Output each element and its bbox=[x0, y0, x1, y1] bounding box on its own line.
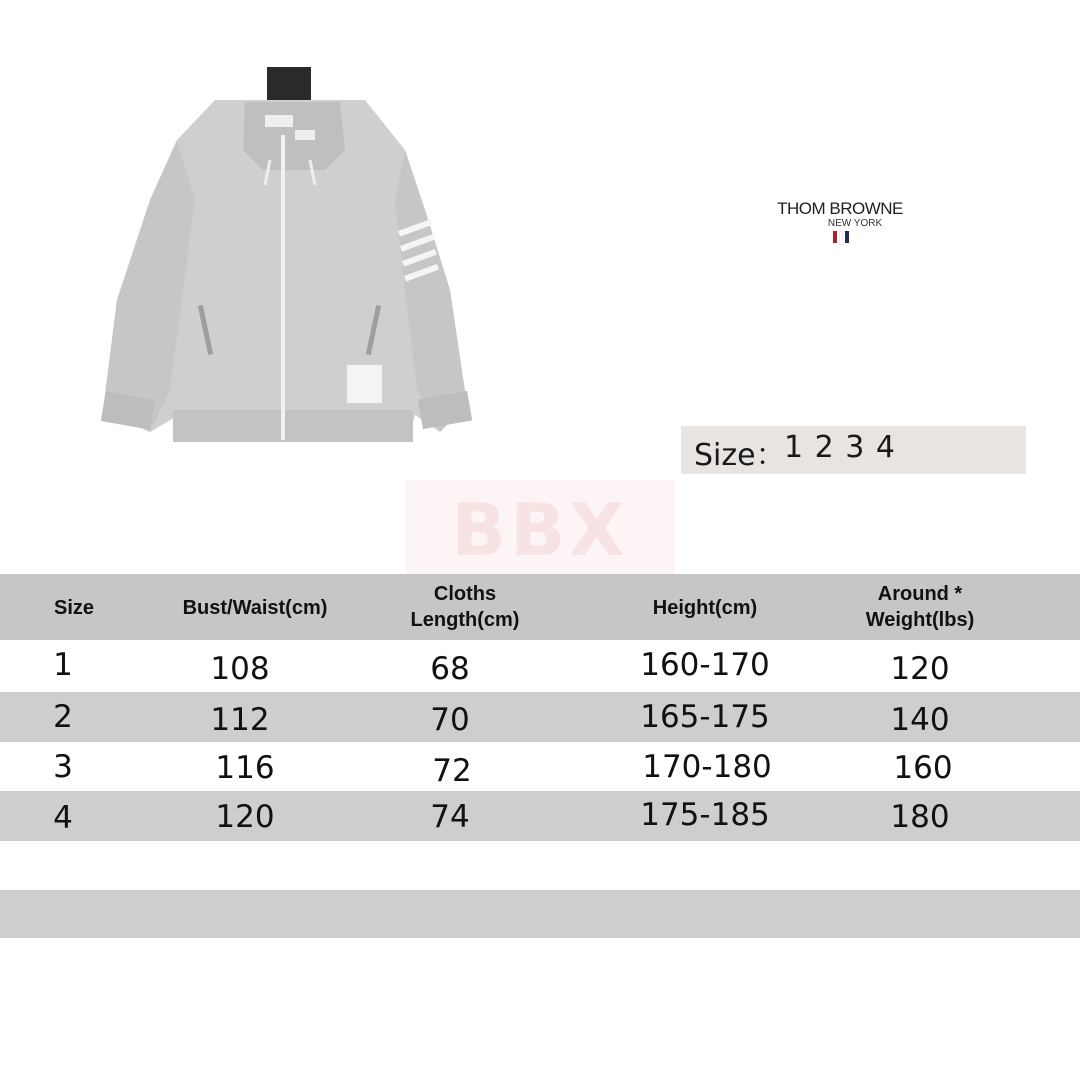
cell-length: 72 bbox=[432, 753, 472, 789]
brand-city: NEW YORK bbox=[827, 218, 883, 229]
cell-weight: 120 bbox=[890, 651, 950, 687]
size-values: 1 2 3 4 bbox=[784, 430, 896, 465]
cell-size: 2 bbox=[53, 699, 73, 735]
cell-weight: 180 bbox=[890, 799, 950, 835]
size-table-header bbox=[0, 574, 1080, 640]
cell-length: 70 bbox=[430, 702, 470, 738]
cell-size: 3 bbox=[53, 749, 73, 785]
header-weight: Around * Weight(lbs) bbox=[865, 583, 975, 631]
watermark: BBX bbox=[405, 480, 675, 580]
cell-height: 175-185 bbox=[640, 797, 770, 833]
header-cloths-length: Cloths Length(cm) bbox=[410, 583, 520, 631]
table-row bbox=[0, 791, 1080, 841]
brand-name: THOM BROWNE bbox=[777, 199, 903, 218]
table-row bbox=[0, 743, 1080, 793]
table-row bbox=[0, 641, 1080, 691]
cell-weight: 160 bbox=[893, 750, 953, 786]
cell-size: 4 bbox=[53, 800, 73, 836]
product-image-jacket bbox=[95, 60, 485, 450]
cell-height: 170-180 bbox=[642, 749, 772, 785]
cell-height: 160-170 bbox=[640, 647, 770, 683]
cell-bust: 116 bbox=[215, 750, 275, 786]
cell-height: 165-175 bbox=[640, 699, 770, 735]
empty-band bbox=[0, 890, 1080, 938]
header-bust-waist: Bust/Waist(cm) bbox=[182, 597, 328, 619]
size-availability-strip bbox=[681, 426, 1026, 474]
brand-logo bbox=[770, 200, 910, 245]
cell-size: 1 bbox=[53, 647, 73, 683]
header-height: Height(cm) bbox=[652, 597, 758, 619]
cell-length: 68 bbox=[430, 651, 470, 687]
cell-bust: 112 bbox=[210, 702, 270, 738]
table-row bbox=[0, 692, 1080, 742]
tricolor-flag-icon bbox=[772, 231, 910, 245]
cell-weight: 140 bbox=[890, 702, 950, 738]
cell-bust: 108 bbox=[210, 651, 270, 687]
cell-length: 74 bbox=[430, 799, 470, 835]
header-size: Size bbox=[53, 597, 95, 619]
size-label: Size： bbox=[694, 438, 786, 473]
cell-bust: 120 bbox=[215, 799, 275, 835]
